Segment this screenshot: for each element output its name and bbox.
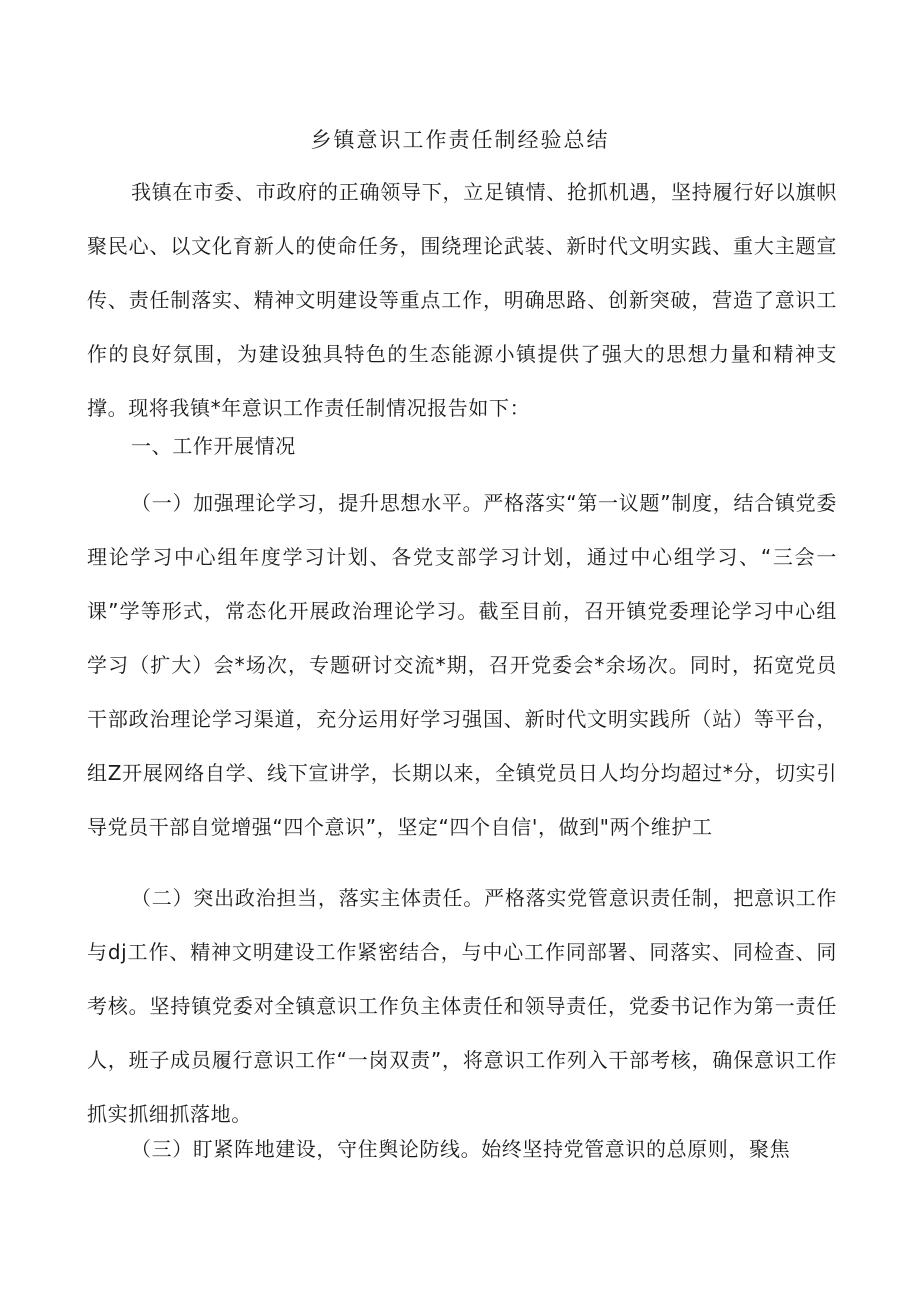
paragraph-theory-study: （一）加强理论学习，提升思想水平。严格落实“第一议题”制度，结合镇党委理论学习中心组年度学习计划、各党支部学习计划，通过中心组学习、“三会一课”学等形式，常态化开展政治理论学习。截至目前，召开镇党委理论学习中心组学习（扩大）会*场次，专题研讨交流*期，召开党委会*余场次。同时，拓宽党员干部政治理论学习渠道，充分运用好学习强国、新时代文明实践所（站）等平台，组Z开展网络自学、线下宣讲学，长期以来，全镇党员日人均分均超过*分，切实引导党员干部自觉增强“四个意识”，坚定“四个自信'，做到"两个维护工 [87,491,837,839]
paragraph-political-responsibility: （二）突出政治担当，落实主体责任。严格落实党管意识责任制，把意识工作与dj工作、精神文明建设工作紧密结合，与中心工作同部署、同落实、同检查、同考核。坚持镇党委对全镇意识工作负主体责任和领导责任，党委书记作为第一责任人，班子成员履行意识工作“一岗双责”，将意识工作列入干部考核，确保意识工作抓实抓细抓落地。 [87,886,837,1126]
intro-paragraph: 我镇在市委、市政府的正确领导下，立足镇情、抢抓机遇，坚持履行好以旗帜聚民心、以文化育新人的使命任务，围绕理论武装、新时代文明实践、重大主题宣传、责任制落实、精神文明建设等重点工作，明确思路、创新突破，营造了意识工作的良好氛围，为建设独具特色的生态能源小镇提供了强大的思想力量和精神支撑。现将我镇*年意识工作责任制情况报告如下： [87,180,837,420]
paragraph-position-building: （三）盯紧阵地建设，守住舆论防线。始终坚持党管意识的总原则，聚焦 [131,1137,791,1161]
document-title: 乡镇意识工作责任制经验总结 [310,128,610,152]
section-heading: 一、工作开展情况 [131,434,296,458]
